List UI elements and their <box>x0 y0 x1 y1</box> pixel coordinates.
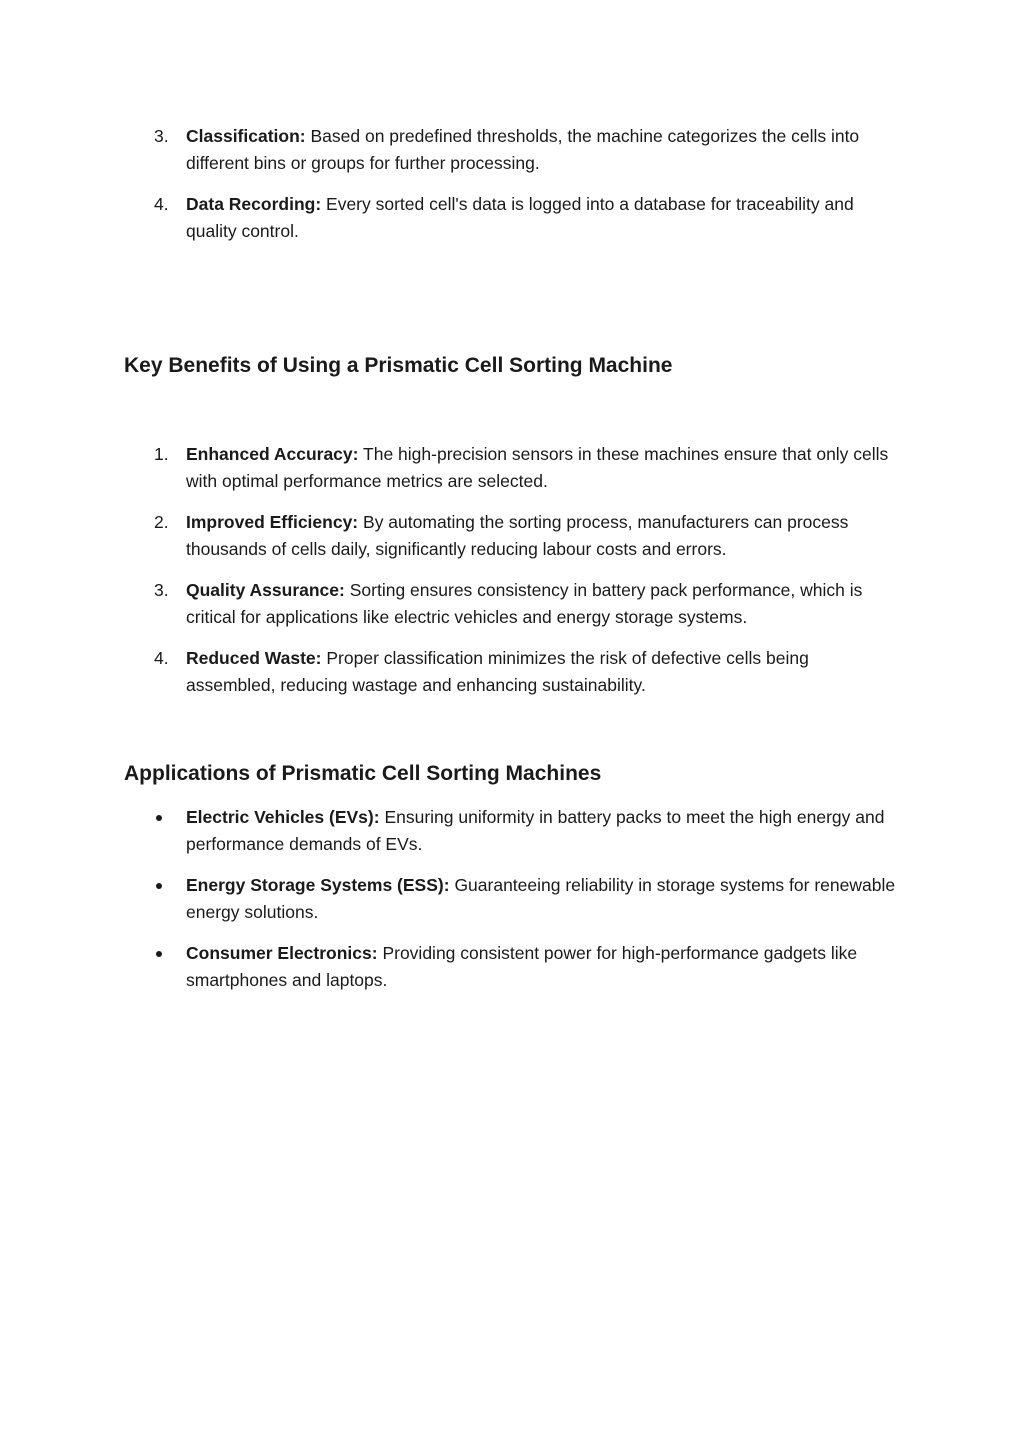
list-number: 1. <box>154 444 169 464</box>
item-term: Consumer Electronics: <box>186 943 378 963</box>
list-item <box>0 577 1023 631</box>
bullet-icon <box>156 951 162 957</box>
benefits-heading: Key Benefits of Using a Prismatic Cell Sorting Machine <box>124 354 673 377</box>
list-number: 4. <box>154 194 169 214</box>
list-item <box>0 872 1023 926</box>
list-item <box>0 123 1023 177</box>
list-item <box>0 804 1023 858</box>
item-text: Based on predefined thresholds, the machine categorizes the cells into different bins or groups for further processing. <box>186 126 860 173</box>
list-number: 3. <box>154 126 169 146</box>
list-item <box>0 191 1023 245</box>
item-term: Classification: <box>186 126 306 146</box>
list-number: 2. <box>154 512 169 532</box>
list-number: 4. <box>154 648 169 668</box>
applications-heading: Applications of Prismatic Cell Sorting Machines <box>124 762 602 785</box>
item-term: Data Recording: <box>186 194 322 214</box>
list-item <box>0 441 1023 495</box>
item-text: Proper classification minimizes the risk of defective cells being assembled, reducing wastage and enhancing sustainability. <box>186 648 809 695</box>
item-term: Reduced Waste: <box>186 648 322 668</box>
item-text: By automating the sorting process, manufacturers can process thousands of cells daily, significantly reducing labour costs and errors. <box>186 512 849 559</box>
item-term: Enhanced Accuracy: <box>186 444 359 464</box>
item-text: Ensuring uniformity in battery packs to meet the high energy and performance demands of EVs. <box>186 807 885 854</box>
list-item <box>0 940 1023 994</box>
item-text: Guaranteeing reliability in storage systems for renewable energy solutions. <box>186 875 896 922</box>
item-term: Quality Assurance: <box>186 580 345 600</box>
item-text: Sorting ensures consistency in battery pack performance, which is critical for applications like electric vehicles and energy storage systems. <box>186 580 863 627</box>
process-steps-list <box>0 123 1023 259</box>
benefits-list <box>0 441 1023 713</box>
list-item <box>0 645 1023 699</box>
item-text: The high-precision sensors in these machines ensure that only cells with optimal performance metrics are selected. <box>186 444 889 491</box>
item-term: Improved Efficiency: <box>186 512 359 532</box>
item-text: Every sorted cell's data is logged into a database for traceability and quality control. <box>186 194 854 241</box>
item-term: Electric Vehicles (EVs): <box>186 807 380 827</box>
list-item <box>0 509 1023 563</box>
list-number: 3. <box>154 580 169 600</box>
item-term: Energy Storage Systems (ESS): <box>186 875 450 895</box>
bullet-icon <box>156 815 162 821</box>
item-text: Providing consistent power for high-performance gadgets like smartphones and laptops. <box>186 943 858 990</box>
bullet-icon <box>156 883 162 889</box>
applications-list <box>0 804 1023 1008</box>
